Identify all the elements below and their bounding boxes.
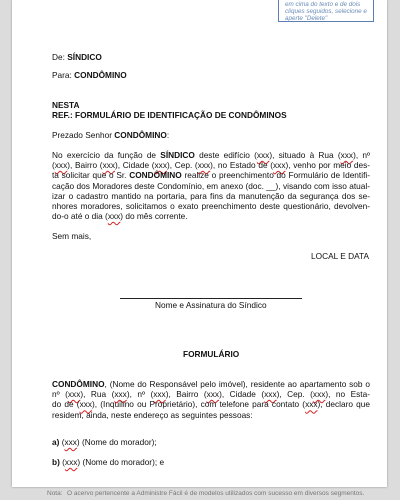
salutation-suffix: : <box>166 130 170 140</box>
to-value: CONDÔMINO <box>74 70 127 80</box>
footer-text: O acervo pertencente a Administre Fácil é de modelos utilizados com sucesso em diversos segmentos. <box>67 490 365 497</box>
local-and-date: LOCAL E DATA <box>311 251 369 261</box>
to-line <box>52 70 127 80</box>
signature-line <box>120 298 302 299</box>
salutation-name: CONDÔMINO <box>114 130 167 140</box>
to-label: Para: <box>52 70 72 80</box>
body-paragraph <box>52 150 370 221</box>
paragraph-line: No exercício da função de SÍNDICO deste edifício (xxx), situado à Rua (xxx), nº <box>52 150 371 160</box>
note-line: cliques seguidos, selecione e <box>285 8 367 15</box>
document-page <box>12 0 387 487</box>
salutation <box>52 130 169 140</box>
paragraph-line: izar o cadastro mantido na portaria, para fins da manutenção da segurança dos se- <box>52 190 370 201</box>
instruction-note <box>278 0 374 22</box>
paragraph-line: residem, ainda, neste endereço as seguintes pessoas: <box>52 409 253 420</box>
from-value: SÍNDICO <box>67 52 102 62</box>
paragraph-line: nhores moradores, solicitamos o exato preenchimento deste questionário, devolven- <box>52 201 370 212</box>
closing: Sem mais, <box>52 231 92 241</box>
resident-item: b) (xxx) (Nome do morador); e <box>52 457 165 467</box>
paragraph-line: CONDÔMINO, (Nome do Responsável pelo imóvel), residente ao apartamento sob o <box>52 379 370 389</box>
form-paragraph <box>52 379 370 420</box>
note-line: aperte "Delete" <box>285 15 328 22</box>
paragraph-line: nº (xxx), Rua (xxx), nº (xxx), Bairro (xxx), Cidade (xxx), Cep. (xxx), no Esta- <box>52 389 370 400</box>
resident-item: a) (xxx) (Nome do morador); <box>52 437 157 447</box>
footer-note <box>0 487 400 500</box>
salutation-prefix: Prezado Senhor <box>52 130 115 140</box>
from-label: De: <box>52 52 65 62</box>
paragraph-line: do-o até o dia (xxx) do mês corrente. <box>52 211 188 222</box>
paragraph-line: ta solicitar que o Sr. CONDÔMINO realize o preenchimento do Formulário de Identifi- <box>52 170 370 181</box>
paragraph-line: (xxx), Bairro (xxx), Cidade (xxx), Cep. (xxx), no Estado de (xxx), venho por meio des- <box>52 160 371 171</box>
note-line: em cima do texto e de dois <box>285 1 361 8</box>
reference-line: REF.: FORMULÁRIO DE IDENTIFICAÇÃO DE CONDÔMINOS <box>52 110 287 120</box>
paragraph-line: cação dos Moradores deste Condomínio, em anexo (doc. __), visando com isso atual- <box>52 180 370 191</box>
footer-label: Nota: <box>47 490 63 497</box>
form-title: FORMULÁRIO <box>183 349 240 359</box>
nesta-line: NESTA <box>52 100 80 110</box>
paragraph-line: do de (xxx), (Inquilino ou Proprietário), com telefone para contato (xxx), declaro que <box>52 399 370 410</box>
signature-label: Nome e Assinatura do Síndico <box>155 300 267 310</box>
from-line <box>52 52 102 62</box>
